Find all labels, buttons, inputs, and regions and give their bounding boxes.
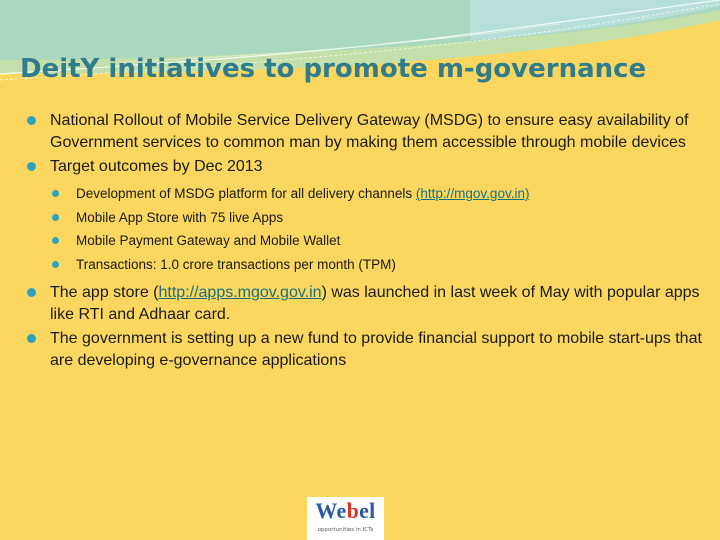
sub-bullet-dot-icon [52,190,59,197]
list-item [24,110,704,154]
sub-list-item [50,229,704,253]
bullet-dot-icon [27,116,36,125]
bullet-dot-icon [27,334,36,343]
bullet-text: National Rollout of Mobile Service Delivery Gateway (MSDG) to ensure easy availability of Government services to common man by making them accessible through mobile devices [50,112,689,151]
app-store-link[interactable]: http://apps.mgov.gov.in [158,284,322,301]
logo-wordmark: Webel [315,498,376,523]
sub-list-item [50,253,704,277]
bullet-dot-icon [27,162,36,171]
bullet-text-pre: The app store ( [50,284,159,301]
bullet-list-container [24,110,704,372]
logo-tagline: opportunities in ICTs [317,527,374,533]
bullet-text-post: ) was launched in last week of May with popular apps like RTI and Adhaar card. [50,284,700,323]
sub-bullet-list [50,182,704,276]
bullet-text: The government is setting up a new fund to provide financial support to mobile start-ups that are developing e-governance applications [50,330,702,369]
bullet-text: Target outcomes by Dec 2013 [50,158,263,175]
sub-bullet-dot-icon [52,214,59,221]
slide-title: DeitY initiatives to promote m-governance [20,54,647,84]
bullet-list [24,110,704,372]
sub-bullet-dot-icon [52,261,59,268]
mgov-link[interactable]: (http://mgov.gov.in) [415,186,530,201]
list-item [24,156,704,276]
webel-logo [307,497,384,540]
sub-bullet-text: Development of MSDG platform for all delivery channels [76,186,416,201]
sub-bullet-dot-icon [52,237,59,244]
list-item [24,282,704,326]
bullet-dot-icon [27,288,36,297]
sub-bullet-text: Mobile App Store with 75 live Apps [76,209,284,225]
sub-list-item [50,206,704,230]
sub-bullet-text: Mobile Payment Gateway and Mobile Wallet [76,233,341,248]
sub-bullet-text: Transactions: 1.0 crore transactions per month (TPM) [76,256,396,272]
list-item [24,328,704,372]
sub-list-item [50,182,704,206]
